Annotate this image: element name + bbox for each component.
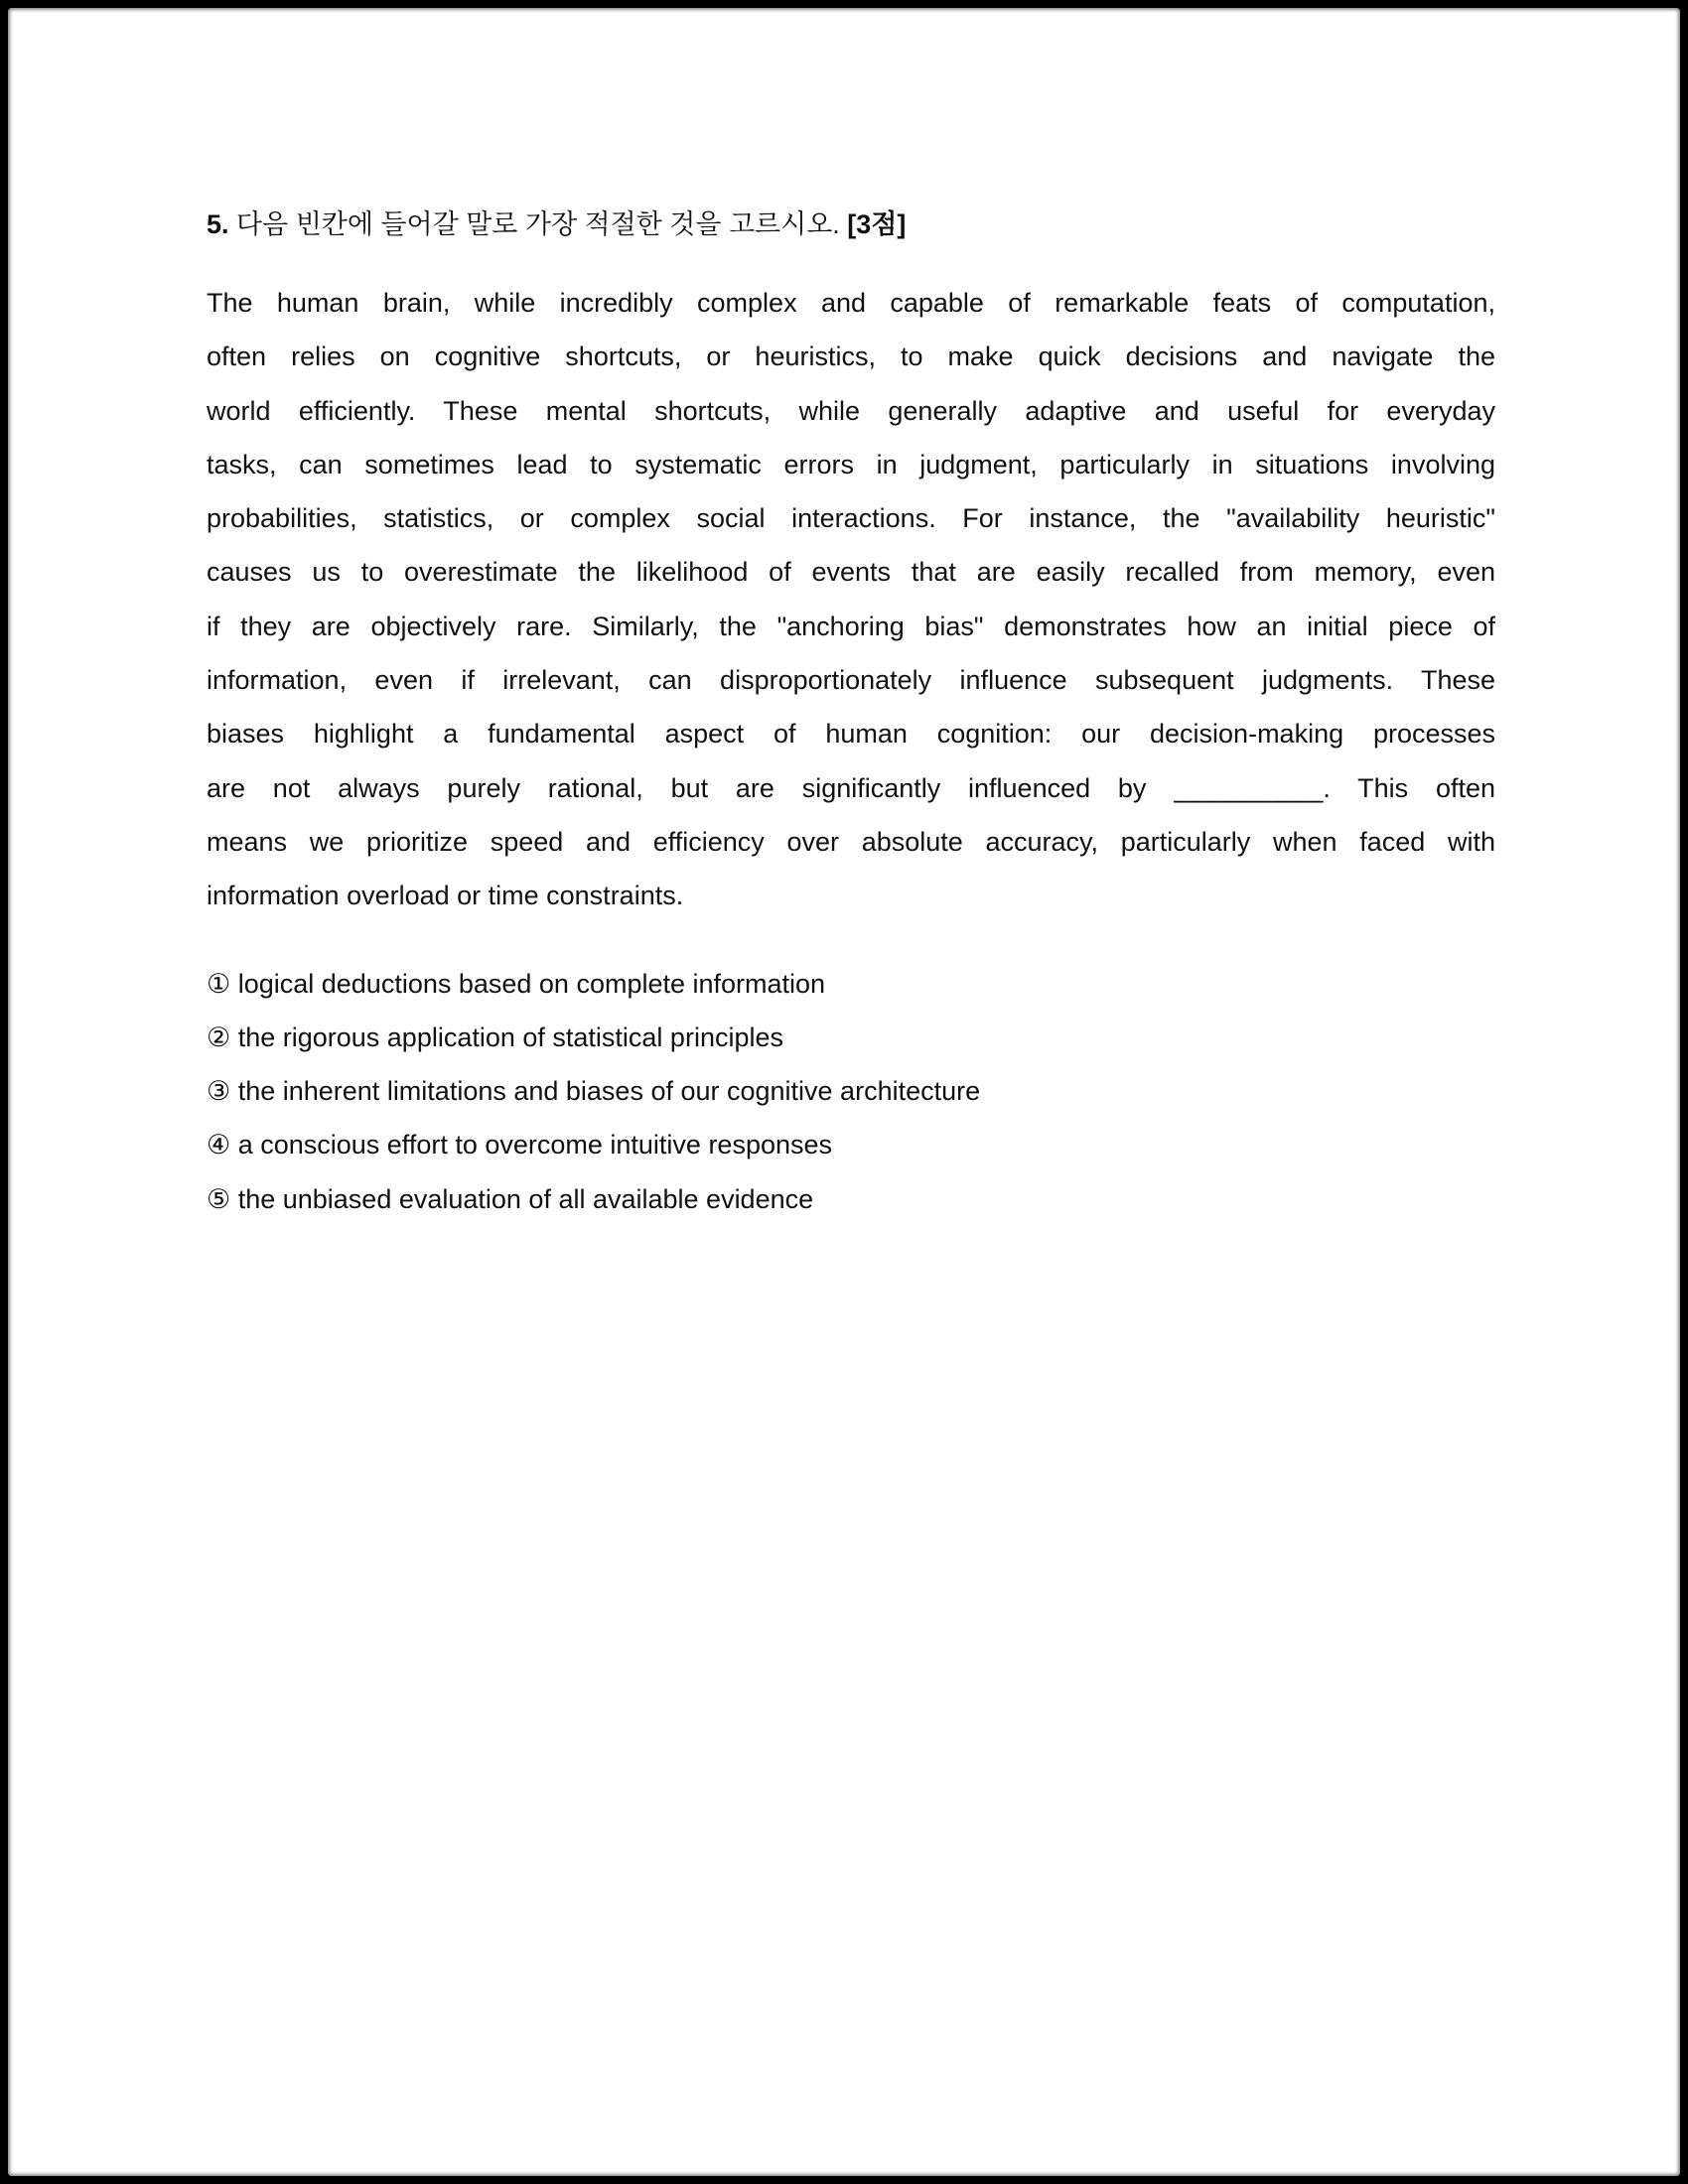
- passage-line: information overload or time constraints.: [207, 881, 684, 911]
- passage-line: causes us to overestimate the likelihood of events that are easily recalled from memory, even: [207, 557, 1495, 588]
- option-4[interactable]: ④ a conscious effort to overcome intuitive responses: [207, 1130, 833, 1160]
- option-2[interactable]: ② the rigorous application of statistical principles: [207, 1022, 783, 1052]
- passage-line: world efficiently. These mental shortcuts, while generally adaptive and useful for everyday: [207, 395, 1495, 426]
- passage-line: means we prioritize speed and efficiency over absolute accuracy, particularly when faced with: [207, 826, 1495, 857]
- question-content: [207, 203, 1495, 1226]
- passage-line: are not always purely rational, but are significantly influenced by __________. This often: [207, 772, 1495, 803]
- passage: [207, 276, 1495, 923]
- question-number: 5.: [207, 209, 229, 239]
- option-5[interactable]: ⑤ the unbiased evaluation of all available evidence: [207, 1183, 814, 1214]
- passage-line: if they are objectively rare. Similarly, the "anchoring bias" demonstrates how an initial piece of: [207, 611, 1495, 641]
- passage-line: probabilities, statistics, or complex social interactions. For instance, the "availability heuristic": [207, 503, 1495, 534]
- page: [8, 8, 1680, 2176]
- passage-line: The human brain, while incredibly complex and capable of remarkable feats of computation,: [207, 288, 1495, 318]
- answer-options: [207, 957, 1495, 1226]
- option-3[interactable]: ③ the inherent limitations and biases of our cognitive architecture: [207, 1076, 981, 1107]
- option-1[interactable]: ① logical deductions based on complete information: [207, 968, 826, 999]
- passage-line: often relies on cognitive shortcuts, or heuristics, to make quick decisions and navigate the: [207, 341, 1495, 372]
- question-title: [207, 203, 1495, 246]
- question-prompt: 다음 빈칸에 들어갈 말로 가장 적절한 것을 고르시오.: [236, 209, 840, 239]
- passage-line: tasks, can sometimes lead to systematic errors in judgment, particularly in situations involving: [207, 449, 1495, 479]
- passage-line: information, even if irrelevant, can disproportionately influence subsequent judgments. These: [207, 665, 1495, 696]
- question-points: [3점]: [847, 209, 907, 239]
- passage-line: biases highlight a fundamental aspect of human cognition: our decision-making processes: [207, 719, 1495, 750]
